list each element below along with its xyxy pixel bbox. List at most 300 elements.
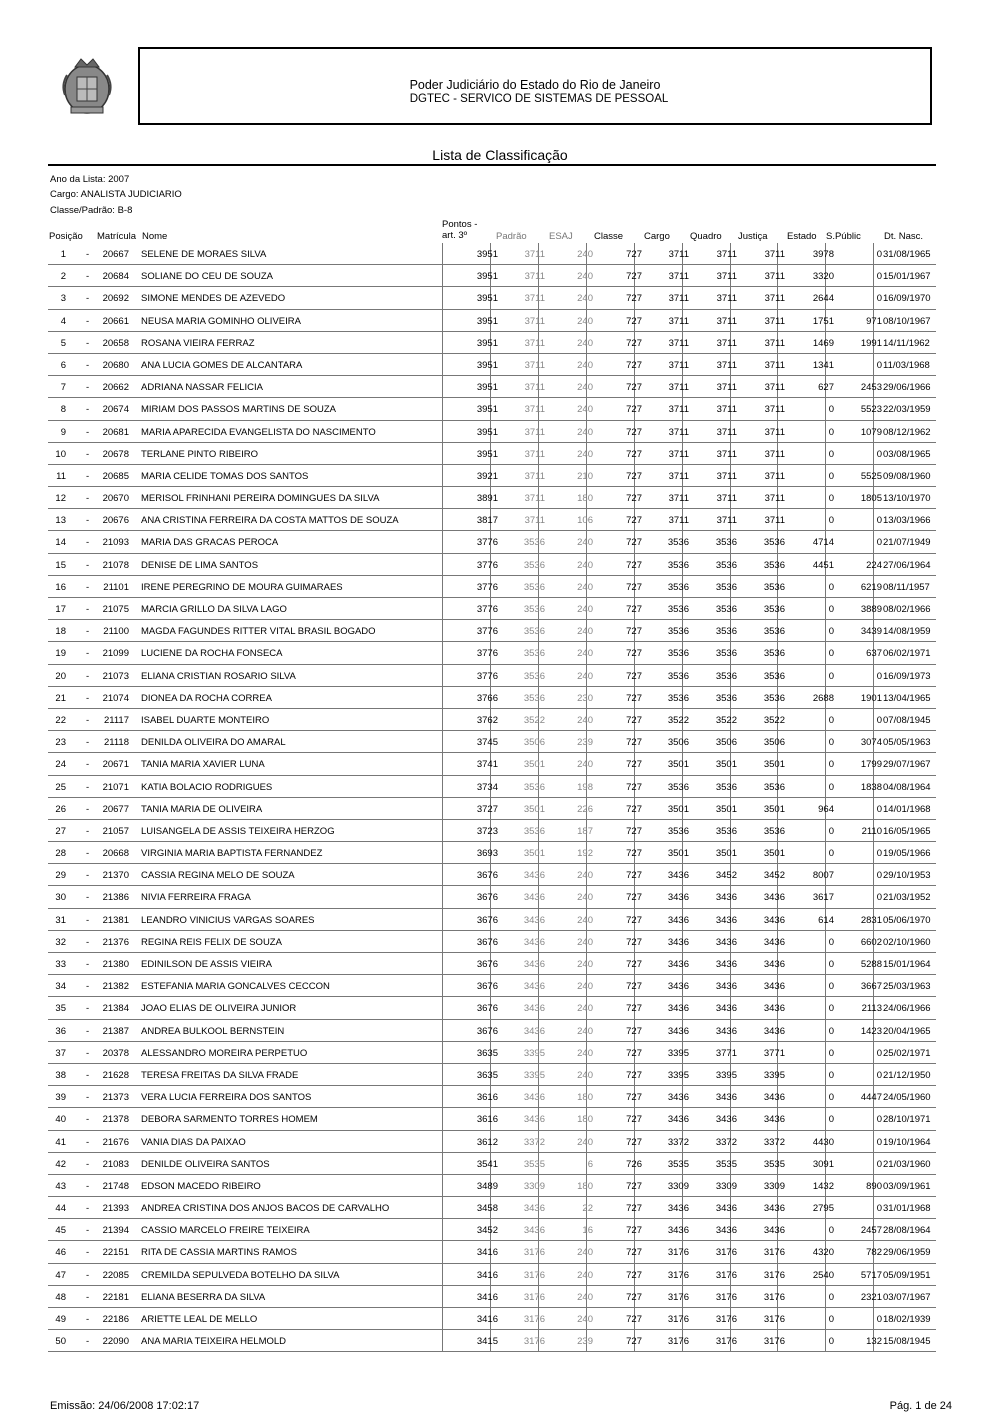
- cell-pts: 3416: [476, 1247, 498, 1259]
- cell-jus: 3436: [763, 1225, 785, 1237]
- cell-mat: 21386: [102, 892, 129, 904]
- cell-pad: 3536: [523, 581, 545, 593]
- cell-esaj: 22: [582, 1203, 593, 1215]
- cell-mat: 21099: [102, 648, 129, 660]
- cell-jus: 3436: [763, 1025, 785, 1037]
- cell-dt: 19/10/1964: [883, 1136, 931, 1148]
- cell-divider: [442, 1241, 443, 1263]
- cell-esaj: 180: [577, 493, 593, 505]
- cell-crg: 3436: [667, 936, 689, 948]
- cell-dt: 16/05/1965: [883, 825, 931, 837]
- row-dash: -: [86, 315, 90, 327]
- cell-pts: 3741: [476, 759, 498, 771]
- cell-pad: 3436: [523, 1025, 545, 1037]
- cell-pos: 6: [60, 359, 66, 371]
- cell-spb: 637: [866, 648, 882, 660]
- cell-pts: 3727: [476, 803, 498, 815]
- cell-divider: [442, 864, 443, 886]
- cell-dt: 16/09/1970: [883, 293, 931, 305]
- cell-pos: 46: [55, 1247, 66, 1259]
- cell-pad: 3501: [523, 803, 545, 815]
- cell-divider: [442, 665, 443, 687]
- cell-pad: 3436: [523, 959, 545, 970]
- cell-divider: [825, 620, 826, 642]
- cell-pts: 3776: [476, 670, 498, 682]
- cell-divider: [442, 1064, 443, 1086]
- cell-divider: [825, 598, 826, 620]
- cell-mat: 21628: [102, 1069, 129, 1081]
- cell-pts: 3676: [476, 1003, 498, 1015]
- cell-nome: ELIANA CRISTIAN ROSARIO SILVA: [141, 670, 296, 682]
- cell-jus: 3711: [764, 337, 785, 349]
- table-row: [48, 1175, 936, 1197]
- cell-crg: 3506: [667, 737, 689, 749]
- cell-spb: 0: [876, 892, 882, 904]
- cell-mat: 20681: [102, 426, 129, 438]
- cell-mat: 20662: [102, 382, 129, 394]
- cell-crg: 3536: [667, 670, 689, 682]
- row-dash: -: [86, 559, 90, 571]
- cell-pos: 28: [55, 848, 66, 860]
- cell-nome: ALESSANDRO MOREIRA PERPETUO: [141, 1047, 308, 1059]
- cell-spb: 1805: [860, 493, 882, 505]
- cell-crg: 3711: [668, 249, 689, 260]
- cell-est: 0: [828, 781, 834, 793]
- cell-dt: 21/03/1960: [883, 1158, 931, 1170]
- cell-pos: 5: [60, 337, 66, 349]
- cell-divider: [442, 287, 443, 309]
- cell-cls: 726: [626, 1158, 642, 1170]
- cell-jus: 3176: [763, 1336, 785, 1348]
- cell-esaj: 240: [577, 359, 593, 371]
- cell-esaj: 240: [577, 1025, 593, 1037]
- cell-crg: 3436: [667, 914, 689, 926]
- cell-spb: 5717: [860, 1269, 882, 1281]
- row-dash: -: [86, 1180, 90, 1192]
- cell-pts: 3612: [476, 1136, 498, 1148]
- cell-cls: 727: [626, 470, 642, 482]
- cell-jus: 3536: [763, 692, 785, 704]
- cell-nome: VIRGINIA MARIA BAPTISTA FERNANDEZ: [141, 848, 323, 860]
- table-row: [48, 421, 936, 443]
- cell-est: 0: [828, 825, 834, 837]
- cell-qdr: 3309: [715, 1180, 737, 1192]
- cell-nome: ANDREA BULKOOL BERNSTEIN: [141, 1025, 285, 1037]
- cell-mat: 20670: [102, 493, 129, 505]
- cell-dt: 05/09/1951: [883, 1269, 931, 1281]
- cell-esaj: 240: [577, 759, 593, 771]
- cell-jus: 3372: [763, 1136, 785, 1148]
- cell-dt: 28/08/1964: [883, 1225, 931, 1237]
- cell-cls: 727: [626, 959, 642, 970]
- cell-dt: 25/02/1971: [883, 1047, 931, 1059]
- row-dash: -: [86, 648, 90, 660]
- cell-jus: 3501: [763, 848, 785, 860]
- cell-spb: 2113: [861, 1003, 882, 1015]
- row-dash: -: [86, 271, 90, 283]
- cell-divider: [442, 1286, 443, 1308]
- cell-pos: 40: [55, 1114, 66, 1126]
- cell-crg: 3436: [667, 1025, 689, 1037]
- table-row: [48, 886, 936, 908]
- cell-mat: 21071: [102, 781, 129, 793]
- cell-pts: 3776: [476, 626, 498, 638]
- cell-est: 3091: [812, 1158, 834, 1170]
- cell-pos: 19: [55, 648, 66, 660]
- cell-est: 0: [828, 1114, 834, 1126]
- cell-nome: MIRIAM DOS PASSOS MARTINS DE SOUZA: [141, 404, 336, 416]
- cell-pts: 3776: [476, 648, 498, 660]
- cell-pts: 3676: [476, 892, 498, 904]
- col-pontos-line1: Pontos -: [442, 219, 478, 230]
- cell-qdr: 3711: [716, 404, 737, 416]
- cell-pos: 27: [55, 825, 66, 837]
- cell-divider: [442, 886, 443, 908]
- cell-divider: [873, 709, 874, 731]
- meta-ano: Ano da Lista: 2007: [50, 174, 130, 185]
- cell-qdr: 3711: [716, 470, 737, 482]
- cell-dt: 21/03/1952: [883, 892, 931, 904]
- cell-dt: 21/12/1950: [883, 1069, 931, 1081]
- cell-qdr: 3436: [715, 936, 737, 948]
- table-row: [48, 487, 936, 509]
- cell-crg: 3536: [667, 604, 689, 615]
- cell-pts: 3693: [476, 848, 498, 860]
- cell-dt: 02/10/1960: [883, 936, 931, 948]
- cell-crg: 3176: [667, 1269, 689, 1281]
- cell-nome: EDSON MACEDO RIBEIRO: [141, 1180, 261, 1192]
- cell-spb: 0: [876, 249, 882, 260]
- cell-divider: [825, 642, 826, 664]
- cell-divider: [825, 1219, 826, 1241]
- cell-divider: [825, 465, 826, 487]
- cell-pos: 34: [55, 981, 66, 993]
- cell-dt: 13/10/1970: [883, 493, 931, 505]
- cell-pos: 4: [60, 315, 66, 327]
- row-dash: -: [86, 1291, 90, 1303]
- col-dtnasc: Dt. Nasc.: [884, 231, 924, 242]
- cell-spb: 3074: [860, 737, 882, 749]
- cell-qdr: 3436: [715, 959, 737, 970]
- cell-jus: 3436: [763, 1203, 785, 1215]
- cell-mat: 20668: [102, 848, 129, 860]
- cell-dt: 29/06/1959: [883, 1247, 931, 1259]
- cell-crg: 3536: [667, 692, 689, 704]
- cell-crg: 3536: [667, 581, 689, 593]
- cell-dt: 11/03/1968: [883, 359, 930, 371]
- cell-divider: [873, 1197, 874, 1219]
- cell-pos: 8: [60, 404, 66, 416]
- cell-esaj: 240: [577, 892, 593, 904]
- cell-esaj: 239: [577, 1336, 593, 1348]
- table-row: [48, 620, 936, 642]
- cell-est: 0: [828, 448, 834, 460]
- cell-spb: 1991: [860, 337, 882, 349]
- cell-dt: 08/10/1967: [883, 315, 931, 327]
- table-row: [48, 1153, 936, 1175]
- cell-qdr: 3436: [715, 914, 737, 926]
- cell-jus: 3176: [763, 1247, 785, 1259]
- cell-nome: ELIANA BESERRA DA SILVA: [141, 1291, 266, 1303]
- cell-esaj: 240: [577, 271, 593, 283]
- cell-est: 0: [828, 714, 834, 726]
- cell-dt: 20/04/1965: [883, 1025, 931, 1037]
- table-row: [48, 576, 936, 598]
- cell-est: 1432: [812, 1180, 834, 1192]
- cell-nome: REGINA REIS FELIX DE SOUZA: [141, 936, 282, 948]
- cell-jus: 3436: [763, 914, 785, 926]
- cell-spb: 0: [876, 714, 882, 726]
- cell-crg: 3711: [668, 515, 689, 527]
- cell-dt: 18/02/1939: [883, 1314, 931, 1325]
- cell-qdr: 3436: [715, 1025, 737, 1037]
- cell-jus: 3309: [763, 1180, 785, 1192]
- cell-esaj: 240: [577, 714, 593, 726]
- cell-mat: 22186: [102, 1314, 129, 1325]
- cell-pts: 3762: [476, 714, 498, 726]
- cell-est: 0: [828, 1336, 834, 1348]
- cell-pts: 3676: [476, 981, 498, 993]
- cell-spb: 5525: [860, 470, 882, 482]
- cell-pad: 3711: [524, 404, 545, 416]
- cell-spb: 0: [876, 293, 882, 305]
- cell-divider: [442, 1131, 443, 1153]
- cell-spb: 4447: [860, 1092, 882, 1104]
- cell-pts: 3951: [476, 249, 498, 260]
- cell-qdr: 3176: [715, 1336, 737, 1348]
- cell-pad: 3501: [523, 848, 545, 860]
- cell-cls: 727: [626, 1314, 642, 1325]
- cell-divider: [873, 1064, 874, 1086]
- cell-divider: [442, 642, 443, 664]
- cell-cls: 727: [626, 493, 642, 505]
- cell-pts: 3415: [476, 1336, 498, 1348]
- cell-spb: 2321: [860, 1291, 882, 1303]
- cell-est: 0: [828, 515, 834, 527]
- cell-qdr: 3535: [715, 1158, 737, 1170]
- row-dash: -: [86, 382, 90, 394]
- cell-pad: 3506: [523, 737, 545, 749]
- cell-divider: [442, 776, 443, 798]
- cell-mat: 20667: [102, 249, 129, 260]
- cell-mat: 20658: [102, 337, 129, 349]
- cell-pos: 41: [55, 1136, 66, 1148]
- cell-cls: 727: [626, 1069, 642, 1081]
- cell-crg: 3436: [667, 1092, 689, 1104]
- cell-esaj: 180: [577, 1114, 593, 1126]
- cell-nome: ESTEFANIA MARIA GONCALVES CECCON: [141, 981, 330, 993]
- row-dash: -: [86, 426, 90, 438]
- cell-cls: 727: [626, 1136, 642, 1148]
- cell-qdr: 3372: [715, 1136, 737, 1148]
- cell-spb: 2453: [860, 382, 882, 394]
- cell-qdr: 3536: [715, 670, 737, 682]
- row-dash: -: [86, 1069, 90, 1081]
- cell-dt: 21/07/1949: [883, 537, 931, 549]
- cell-est: 2688: [812, 692, 834, 704]
- cell-nome: CREMILDA SEPULVEDA BOTELHO DA SILVA: [141, 1269, 340, 1281]
- cell-crg: 3176: [667, 1314, 689, 1325]
- cell-spb: 3889: [860, 604, 882, 615]
- row-dash: -: [86, 737, 90, 749]
- cell-pts: 3766: [476, 692, 498, 704]
- cell-jus: 3536: [763, 604, 785, 615]
- cell-divider: [442, 598, 443, 620]
- cell-crg: 3501: [667, 848, 689, 860]
- cell-pos: 49: [55, 1314, 66, 1325]
- cell-pos: 42: [55, 1158, 66, 1170]
- cell-jus: 3711: [764, 382, 785, 394]
- cell-cls: 727: [626, 315, 642, 327]
- cell-divider: [442, 731, 443, 753]
- cell-divider: [825, 1020, 826, 1042]
- cell-cls: 727: [626, 870, 642, 882]
- cell-mat: 22181: [102, 1291, 129, 1303]
- cell-est: 0: [828, 648, 834, 660]
- cell-dt: 29/10/1953: [883, 870, 931, 882]
- table-row: [48, 287, 936, 309]
- cell-qdr: 3711: [716, 515, 737, 527]
- cell-qdr: 3436: [715, 1225, 737, 1237]
- cell-divider: [825, 443, 826, 465]
- cell-spb: 3439: [860, 626, 882, 638]
- row-dash: -: [86, 670, 90, 682]
- cell-divider: [442, 842, 443, 864]
- cell-divider: [442, 1308, 443, 1330]
- cell-divider: [442, 243, 443, 265]
- cell-dt: 08/12/1962: [883, 426, 931, 438]
- cell-pts: 3776: [476, 604, 498, 615]
- cell-esaj: 240: [577, 559, 593, 571]
- table-row: [48, 509, 936, 531]
- col-padrao: Padrão: [496, 231, 527, 242]
- cell-dt: 08/02/1966: [883, 604, 931, 615]
- cell-divider: [825, 820, 826, 842]
- cell-jus: 3536: [763, 648, 785, 660]
- cell-pos: 9: [60, 426, 66, 438]
- cell-nome: ANA LUCIA GOMES DE ALCANTARA: [141, 359, 303, 371]
- row-dash: -: [86, 870, 90, 882]
- cell-est: 4714: [812, 537, 834, 549]
- cell-crg: 3436: [667, 892, 689, 904]
- table-row: [48, 842, 936, 864]
- report-title: Lista de Classificação: [432, 147, 568, 163]
- cell-est: 0: [828, 626, 834, 638]
- cell-nome: KATIA BOLACIO RODRIGUES: [141, 781, 273, 793]
- org-name: Poder Judiciário do Estado do Rio de Janeiro: [409, 78, 661, 92]
- col-estado: Estado: [787, 231, 817, 242]
- cell-divider: [442, 620, 443, 642]
- cell-spb: 0: [876, 1158, 882, 1170]
- cell-spb: 5288: [860, 959, 882, 970]
- cell-est: 0: [828, 604, 834, 615]
- cell-crg: 3176: [667, 1336, 689, 1348]
- cell-esaj: 210: [577, 470, 593, 482]
- cell-pts: 3921: [476, 470, 498, 482]
- cell-esaj: 180: [577, 1092, 593, 1104]
- table-row: [48, 1131, 936, 1153]
- department-name: DGTEC - SERVICO DE SISTEMAS DE PESSOAL: [409, 93, 669, 105]
- cell-qdr: 3501: [715, 803, 737, 815]
- col-pontos-line2: art. 3º: [442, 230, 468, 241]
- cell-cls: 727: [626, 1047, 642, 1059]
- cell-nome: NEUSA MARIA GOMINHO OLIVEIRA: [141, 315, 301, 327]
- cell-dt: 05/06/1970: [883, 914, 931, 926]
- cell-pad: 3711: [524, 359, 545, 371]
- cell-dt: 05/05/1963: [883, 737, 931, 749]
- cell-divider: [442, 753, 443, 775]
- cell-est: 0: [828, 1225, 834, 1237]
- cell-pad: 3711: [524, 470, 545, 482]
- cell-esaj: 240: [577, 382, 593, 394]
- cell-qdr: 3501: [715, 848, 737, 860]
- cell-esaj: 240: [577, 914, 593, 926]
- cell-spb: 0: [876, 1314, 882, 1325]
- cell-pts: 3616: [476, 1114, 498, 1126]
- cell-esaj: 16: [582, 1225, 593, 1237]
- cell-divider: [442, 1264, 443, 1286]
- cell-qdr: 3536: [715, 648, 737, 660]
- cell-crg: 3535: [667, 1158, 689, 1170]
- cell-jus: 3436: [763, 936, 785, 948]
- cell-nome: DENILDE OLIVEIRA SANTOS: [141, 1158, 270, 1170]
- row-dash: -: [86, 781, 90, 793]
- cell-pos: 45: [55, 1225, 66, 1237]
- table-row: [48, 354, 936, 376]
- coat-of-arms-icon: [57, 55, 117, 117]
- cell-cls: 727: [626, 1180, 642, 1192]
- col-cargo: Cargo: [644, 231, 670, 242]
- cell-pts: 3817: [476, 515, 498, 527]
- cell-spb: 0: [876, 1136, 882, 1148]
- table-row: [48, 687, 936, 709]
- cell-mat: 22090: [102, 1336, 129, 1348]
- cell-pad: 3372: [523, 1136, 545, 1148]
- cell-mat: 21748: [102, 1180, 129, 1192]
- cell-pad: 3436: [523, 936, 545, 948]
- cell-crg: 3395: [667, 1047, 689, 1059]
- cell-divider: [442, 1197, 443, 1219]
- table-row: [48, 1264, 936, 1286]
- cell-nome: JOAO ELIAS DE OLIVEIRA JUNIOR: [141, 1003, 297, 1015]
- cell-pos: 12: [55, 493, 66, 505]
- table-row: [48, 709, 936, 731]
- cell-spb: 0: [876, 359, 882, 371]
- cell-pad: 3711: [524, 337, 545, 349]
- table-row: [48, 531, 936, 553]
- cell-crg: 3522: [667, 714, 689, 726]
- cell-pad: 3176: [523, 1336, 545, 1348]
- cell-esaj: 180: [577, 1180, 593, 1192]
- cell-cls: 727: [626, 714, 642, 726]
- cell-pad: 3395: [523, 1047, 545, 1059]
- cell-nome: MARCIA GRILLO DA SILVA LAGO: [141, 604, 287, 615]
- cell-crg: 3436: [667, 1114, 689, 1126]
- cell-divider: [873, 842, 874, 864]
- row-dash: -: [86, 692, 90, 704]
- cell-jus: 3176: [763, 1314, 785, 1325]
- cell-qdr: 3176: [715, 1291, 737, 1303]
- cell-pos: 29: [55, 870, 66, 882]
- cell-pos: 15: [55, 559, 66, 571]
- cell-cls: 727: [626, 249, 642, 260]
- cell-cls: 727: [626, 271, 642, 283]
- cell-spb: 0: [876, 271, 882, 283]
- table-row: [48, 243, 936, 265]
- cell-divider: [825, 997, 826, 1019]
- cell-divider: [873, 287, 874, 309]
- cell-dt: 19/05/1966: [883, 848, 931, 860]
